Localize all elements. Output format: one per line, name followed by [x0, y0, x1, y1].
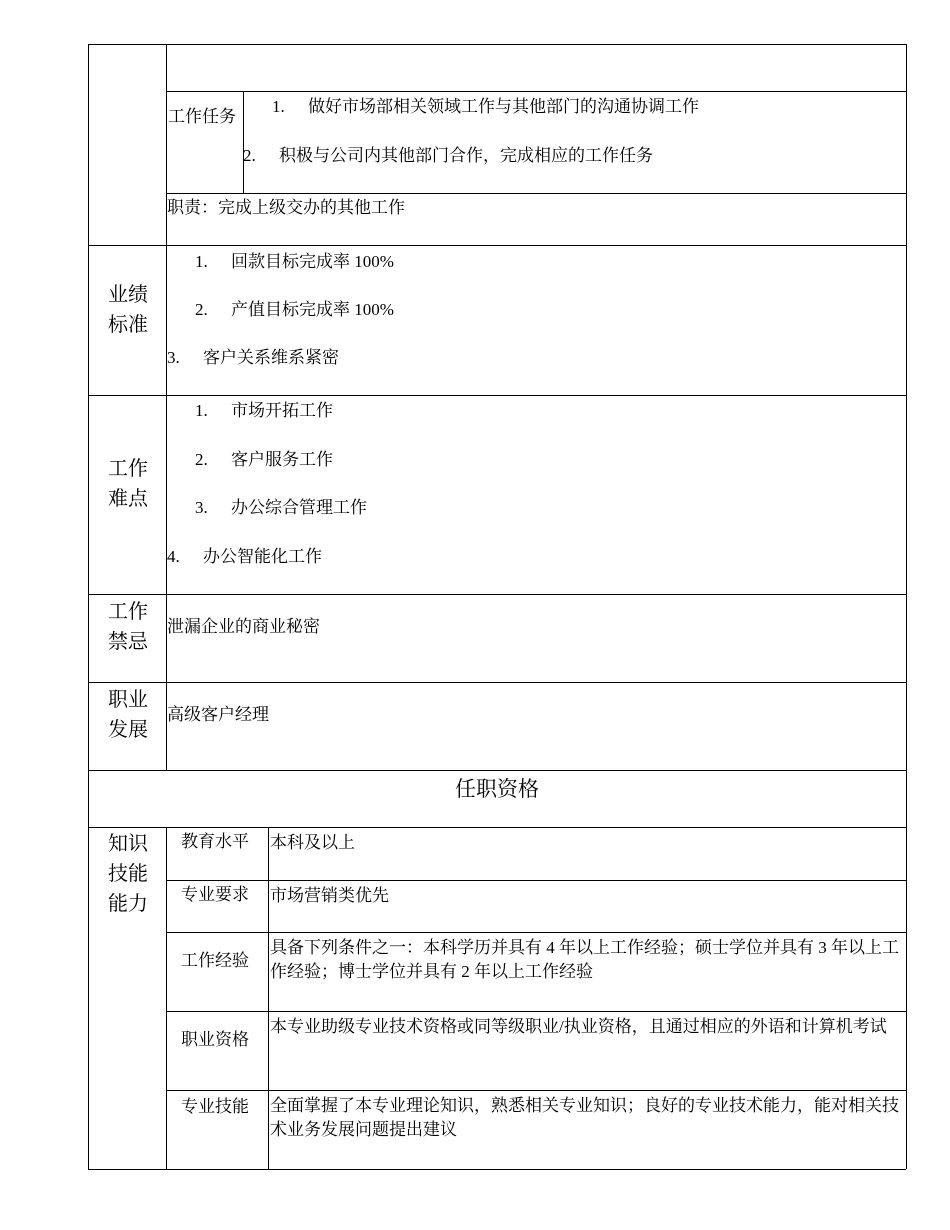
difficulty-item-1-number: 1. — [195, 401, 208, 420]
qualification-heading: 任职资格 — [455, 777, 539, 801]
table-border-right — [906, 44, 907, 1169]
difficulty-item-1-text: 市场开拓工作 — [231, 401, 333, 420]
performance-label — [89, 280, 167, 340]
difficulty-item-2-text: 客户服务工作 — [231, 450, 333, 469]
qualification-row-divider-4 — [166, 1090, 906, 1091]
qualification-row-1-value: 本科及以上 — [270, 833, 355, 852]
qualification-row-2-value: 市场营销类优先 — [270, 886, 389, 905]
qualification-row-divider-3 — [166, 1011, 906, 1012]
difficulty-item-3-text: 办公综合管理工作 — [231, 498, 367, 517]
qualification-label-line1: 知识 — [108, 833, 148, 855]
taboo-label — [89, 597, 167, 657]
taboo-label-line1: 工作 — [108, 601, 148, 623]
qualification-label-line3: 能力 — [108, 893, 148, 915]
taboo-label-line2: 禁忌 — [108, 631, 148, 653]
difficulty-item-4 — [167, 547, 322, 567]
table-border-bottom — [88, 1169, 906, 1170]
task-item-2 — [243, 146, 653, 166]
difficulty-item-1 — [195, 401, 333, 421]
task-item-2-number: 2. — [243, 146, 256, 165]
performance-item-1-text: 回款目标完成率 100% — [231, 252, 394, 271]
difficulty-item-3 — [195, 498, 367, 518]
qualification-row-5-label: 专业技能 — [181, 1097, 249, 1116]
performance-item-2-number: 2. — [195, 300, 208, 319]
career-label-line1: 职业 — [108, 689, 148, 711]
qualification-row-3-value: 具备下列条件之一：本科学历并具有 4 年以上工作经验；硕士学位并具有 3 年以上工作经验；博士学位并具有 2 年以上工作经验 — [270, 938, 899, 981]
qualification-label-divider — [268, 827, 269, 1169]
career-text: 高级客户经理 — [167, 705, 269, 724]
task-label-divider — [243, 91, 244, 193]
performance-label-line1: 业绩 — [108, 284, 148, 306]
section-divider-difficulties — [88, 395, 906, 396]
difficulties-label-line2: 难点 — [108, 488, 148, 510]
duty-task-row-divider — [166, 193, 906, 194]
performance-item-2 — [195, 300, 394, 320]
career-label-line2: 发展 — [108, 719, 148, 741]
qualification-row-5-value: 全面掌握了本专业理论知识，熟悉相关专业知识；良好的专业技术能力，能对相关技术业务发展问题提出建议 — [270, 1096, 899, 1139]
qualification-row-3-label: 工作经验 — [181, 951, 249, 970]
difficulty-item-4-text: 办公智能化工作 — [203, 547, 322, 566]
section-divider-qualification-body — [88, 827, 906, 828]
performance-item-1-number: 1. — [195, 252, 208, 271]
difficulty-item-2 — [195, 450, 333, 470]
task-item-1-text: 做好市场部相关领域工作与其他部门的沟通协调工作 — [308, 97, 699, 116]
task-label: 工作任务 — [168, 107, 236, 126]
responsibility-text: 职责：完成上级交办的其他工作 — [167, 198, 405, 217]
qualification-row-4-value: 本专业助级专业技术资格或同等级职业/执业资格，且通过相应的外语和计算机考试 — [270, 1017, 887, 1036]
qualification-row-1-label: 教育水平 — [181, 832, 249, 851]
section-divider-performance — [88, 245, 906, 246]
performance-label-line2: 标准 — [108, 314, 148, 336]
qualification-label — [89, 829, 167, 919]
difficulties-label — [89, 454, 167, 514]
performance-item-3-text: 客户关系维系紧密 — [203, 348, 339, 367]
performance-item-1 — [195, 252, 394, 272]
difficulties-label-line1: 工作 — [108, 458, 148, 480]
performance-item-2-text: 产值目标完成率 100% — [231, 300, 394, 319]
difficulty-item-2-number: 2. — [195, 450, 208, 469]
section-divider-qualification-heading — [88, 770, 906, 771]
qualification-row-4-label: 职业资格 — [181, 1030, 249, 1049]
task-item-2-text: 积极与公司内其他部门合作，完成相应的工作任务 — [279, 146, 653, 165]
task-item-1-number: 1. — [272, 97, 285, 116]
qualification-row-divider-1 — [166, 880, 906, 881]
performance-item-3-number: 3. — [167, 348, 180, 367]
duty-top-row-divider — [166, 91, 906, 92]
qualification-row-divider-2 — [166, 932, 906, 933]
label-column-divider-upper — [166, 44, 167, 770]
qualification-row-2-label: 专业要求 — [181, 885, 249, 904]
taboo-text: 泄漏企业的商业秘密 — [167, 617, 320, 636]
career-label — [89, 685, 167, 745]
section-divider-taboo — [88, 594, 906, 595]
section-divider-career — [88, 682, 906, 683]
performance-item-3 — [167, 348, 339, 368]
difficulty-item-4-number: 4. — [167, 547, 180, 566]
task-item-1 — [272, 97, 699, 117]
table-border-top — [88, 44, 906, 45]
difficulty-item-3-number: 3. — [195, 498, 208, 517]
qualification-label-line2: 技能 — [108, 863, 148, 885]
